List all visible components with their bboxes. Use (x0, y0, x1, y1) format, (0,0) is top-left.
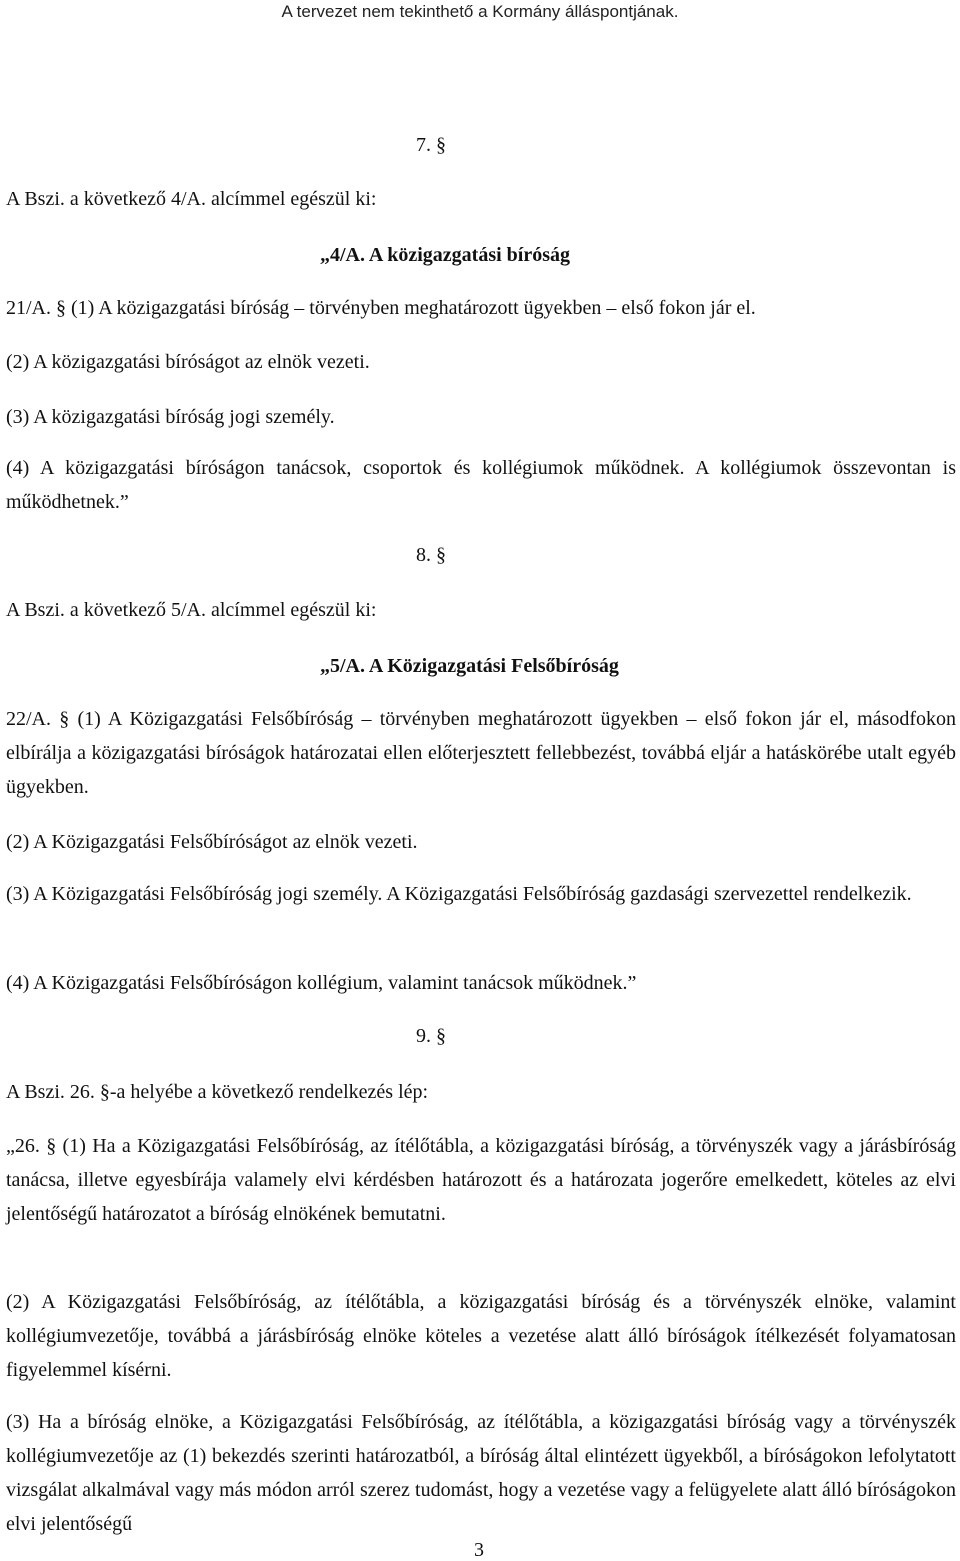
section-9-intro: A Bszi. 26. §-a helyébe a következő rendelkezés lép: (6, 1081, 429, 1103)
section-7-para-2: (2) A közigazgatási bíróságot az elnök vezeti. (6, 351, 370, 373)
section-7-para-3: (3) A közigazgatási bíróság jogi személy. (6, 406, 335, 428)
section-8-para-3: (3) A Közigazgatási Felsőbíróság jogi személy. A Közigazgatási Felsőbíróság gazdasági szervezettel rendelkezik. (6, 883, 912, 905)
section-8-intro: A Bszi. a következő 5/A. alcímmel egészül ki: (6, 599, 377, 621)
section-7-para-1: 21/A. § (1) A közigazgatási bíróság – törvényben meghatározott ügyekben – első fokon jár el. (6, 297, 756, 319)
section-8-subtitle: „5/A. A Közigazgatási Felsőbíróság (320, 655, 619, 677)
section-9-para-2: (2) A Közigazgatási Felsőbíróság, az ítélőtábla, a közigazgatási bíróság és a törvényszék elnöke, valamint kollégiumvezetője, továbbá a járásbíróság elnöke köteles a vezetése alatt álló bíróságok ítélkezését folyamatosan figyelemmel kísérni. (6, 1291, 956, 1381)
section-7-intro: A Bszi. a következő 4/A. alcímmel egészül ki: (6, 188, 377, 210)
section-7-para-4: (4) A közigazgatási bíróságon tanácsok, csoportok és kollégiumok működnek. A kollégiumok összevontan is működhetnek.” (6, 457, 956, 513)
section-9-para-3: (3) Ha a bíróság elnöke, a Közigazgatási Felsőbíróság, az ítélőtábla, a közigazgatási bíróság vagy a törvényszék kollégiumvezetője az (1) bekezdés szerinti határozatból, a bíróság által elintézett ügyekből, a bíróságokon lefolytatott vizsgálat alkalmával vagy más módon arról szerez tudomást, hogy a vezetése vagy a felügyelete alatt álló bíróságokon elvi jelentőségű (6, 1411, 956, 1535)
section-8-number: 8. § (416, 544, 446, 566)
page-number: 3 (474, 1539, 484, 1561)
page-header: A tervezet nem tekinthető a Kormány álláspontjának. (281, 2, 679, 21)
section-8-para-4: (4) A Közigazgatási Felsőbíróságon kollégium, valamint tanácsok működnek.” (6, 972, 637, 994)
section-9-number: 9. § (416, 1025, 446, 1047)
section-7-number: 7. § (416, 134, 446, 156)
section-7-subtitle: „4/A. A közigazgatási bíróság (320, 244, 571, 266)
section-9-para-1: „26. § (1) Ha a Közigazgatási Felsőbíróság, az ítélőtábla, a közigazgatási bíróság, a törvényszék vagy a járásbíróság tanácsa, illetve egyesbírája valamely elvi kérdésben határozott és a határozata jogerőre emelkedett, köteles az elvi jelentőségű határozatot a bíróság elnökének bemutatni. (6, 1135, 956, 1225)
section-8-para-1: 22/A. § (1) A Közigazgatási Felsőbíróság – törvényben meghatározott ügyekben – első fokon jár el, másodfokon elbírálja a közigazgatási bíróságok határozatai ellen előterjesztett fellebbezést, továbbá eljár a hatáskörébe utalt egyéb ügyekben. (6, 708, 956, 798)
section-8-para-2: (2) A Közigazgatási Felsőbíróságot az elnök vezeti. (6, 831, 418, 853)
